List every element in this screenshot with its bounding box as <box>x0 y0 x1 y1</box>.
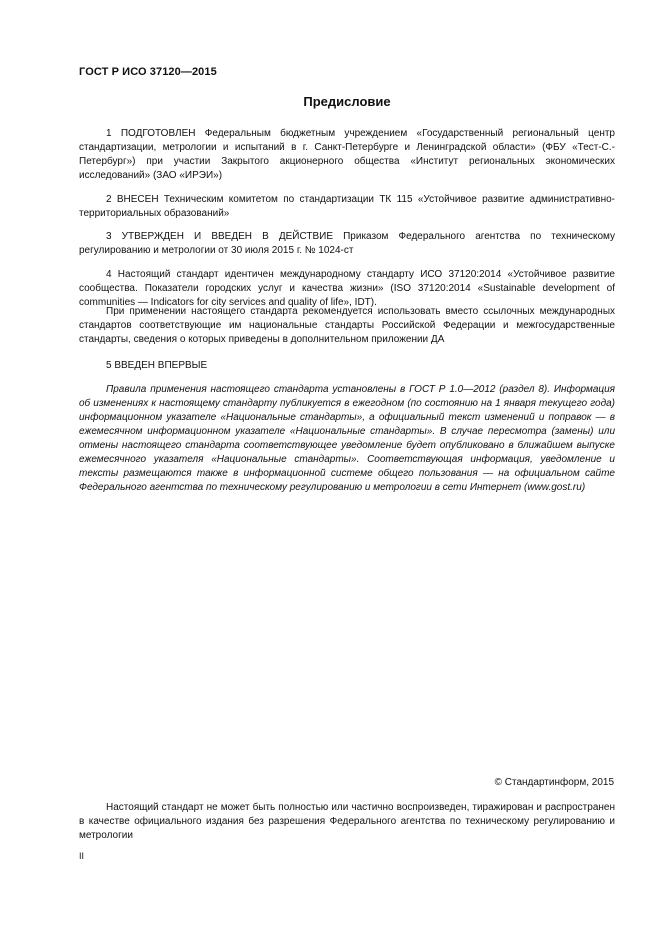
paragraph-3: 3 УТВЕРЖДЕН И ВВЕДЕН В ДЕЙСТВИЕ Приказом Федерального агентства по техническому регулированию и метрологии от 30 июля 2015 г. № 1024-ст <box>79 231 615 256</box>
paragraph-5: 5 ВВЕДЕН ВПЕРВЫЕ <box>106 360 208 371</box>
standard-header: ГОСТ Р ИСО 37120—2015 <box>79 66 217 78</box>
copyright-line: © Стандартинформ, 2015 <box>494 777 614 788</box>
application-notice: Правила применения настоящего стандарта установлены в ГОСТ Р 1.0—2012 (раздел 8). Информация об изменениях к настоящему стандарту публикуется в ежегодном (по состоянию на 1 января текущего года) информационном указателе «Национальные стандарты», а официальный текст изменений и поправок — в ежемесячном информационном указателе «Национальные стандарты». В случае пересмотра (замены) или отмены настоящего стандарта соответствующее уведомление будет опубликовано в ближайшем выпуске ежемесячного указателя «Национальные стандарты». Соответствующая информация, уведомление и тексты размещаются также в информационной системе общего пользования — на официальном сайте Федерального агентства по техническому регулированию и метрологии в сети Интернет (www.gost.ru) <box>79 384 615 493</box>
paragraph-1: 1 ПОДГОТОВЛЕН Федеральным бюджетным учреждением «Государственный региональный центр стандартизации, метрологии и испытаний в г. Санкт-Петербурге и Ленинградской области» (ФБУ «Тест-С.-Петербург») при участии Закрытого акционерного общества «Институт региональных экономических исследований» (ЗАО «ИРЭИ») <box>79 128 615 181</box>
paragraph-4-note: При применении настоящего стандарта рекомендуется использовать вместо ссылочных международных стандартов соответствующие им национальные стандарты Российской Федерации и межгосударственные стандарты, сведения о которых приведены в дополнительном приложении ДА <box>79 306 615 345</box>
page-number: II <box>79 851 85 861</box>
rights-notice: Настоящий стандарт не может быть полностью или частично воспроизведен, тиражирован и распространен в качестве официального издания без разрешения Федерального агентства по техническому регулированию и метрологии <box>79 802 615 841</box>
paragraph-2: 2 ВНЕСЕН Техническим комитетом по стандартизации ТК 115 «Устойчивое развитие административно-территориальных образований» <box>79 194 615 219</box>
paragraph-4: 4 Настоящий стандарт идентичен международному стандарту ИСО 37120:2014 «Устойчивое развитие сообщества. Показатели городских услуг и качества жизни» (ISO 37120:2014 «Sustainable development of communities — Indicators for city services and quality of life», IDT). <box>79 269 615 308</box>
page-title: Предисловие <box>303 94 391 109</box>
